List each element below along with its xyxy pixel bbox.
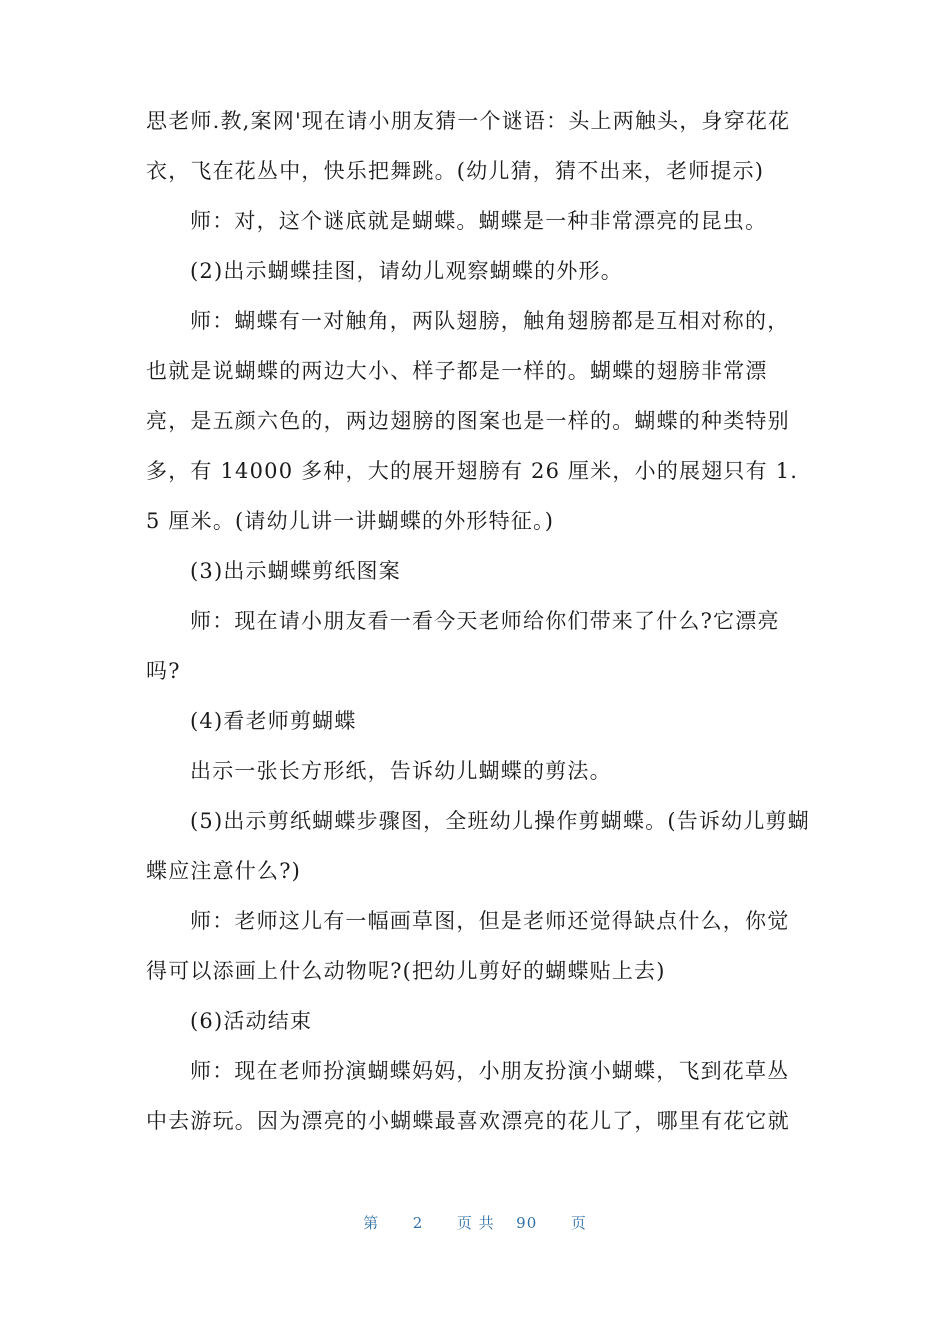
paragraph: 师：现在请小朋友看一看今天老师给你们带来了什么?它漂亮吗? [146,609,780,683]
paragraph: (6)活动结束 [190,1009,313,1033]
paragraph: (5)出示剪纸蝴蝶步骤图，全班幼儿操作剪蝴蝶。(告诉幼儿剪蝴蝶应注意什么?) [146,809,810,883]
paragraph: 思老师.教,案网'现在请小朋友猜一个谜语：头上两触头，身穿花花衣，飞在花丛中，快乐把舞跳。(幼儿猜，猜不出来，老师提示) [146,109,791,183]
paragraph: 出示一张长方形纸，告诉幼儿蝴蝶的剪法。 [190,759,612,783]
paragraph: (2)出示蝴蝶挂图，请幼儿观察蝴蝶的外形。 [190,259,623,283]
current-page-number: 2 [412,1214,424,1232]
footer-prefix: 第 [363,1214,380,1232]
paragraph: 师：蝴蝶有一对触角，两队翅膀，触角翅膀都是互相对称的，也就是说蝴蝶的两边大小、样子都是一样的。蝴蝶的翅膀非常漂亮，是五颜六色的，两边翅膀的图案也是一样的。蝴蝶的种类特别多，有 14000 多种，大的展开翅膀有 26 厘米，小的展翅只有 1.5 厘米。(请幼儿讲一讲蝴蝶的外形特征。) [146,309,799,533]
footer-middle: 页 共 [456,1214,495,1232]
total-page-count: 90 [516,1214,538,1232]
paragraph: 师：现在老师扮演蝴蝶妈妈，小朋友扮演小蝴蝶，飞到花草丛中去游玩。因为漂亮的小蝴蝶最喜欢漂亮的花儿了，哪里有花它就 [146,1059,790,1133]
footer-suffix: 页 [570,1214,587,1232]
paragraph: 师：对，这个谜底就是蝴蝶。蝴蝶是一种非常漂亮的昆虫。 [190,209,768,233]
page-footer [0,1212,950,1233]
paragraph: (4)看老师剪蝴蝶 [190,709,357,733]
paragraph: 师：老师这儿有一幅画草图，但是老师还觉得缺点什么，你觉得可以添画上什么动物呢?(把幼儿剪好的蝴蝶贴上去) [146,909,790,983]
paragraph: (3)出示蝴蝶剪纸图案 [190,559,401,583]
document-body [146,96,810,1146]
